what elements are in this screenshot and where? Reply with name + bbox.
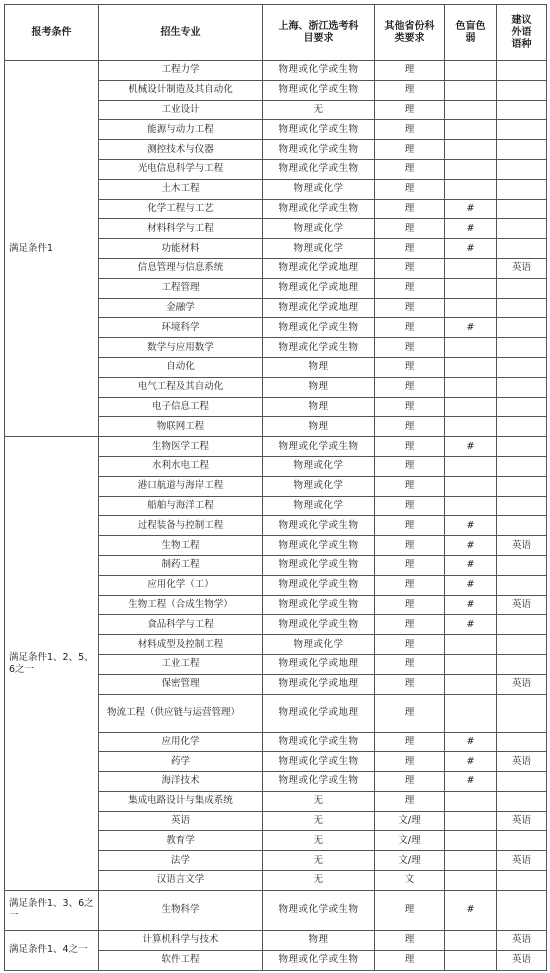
subject-requirement-cell: 物理或化学或生物 (263, 437, 375, 457)
category-cell: 理 (375, 258, 445, 278)
category-cell: 理 (375, 654, 445, 674)
major-cell: 应用化学 (99, 732, 263, 752)
category-cell: 理 (375, 732, 445, 752)
major-cell: 材料成型及控制工程 (99, 635, 263, 655)
colorblind-mark-cell (445, 298, 497, 318)
language-cell (497, 871, 547, 891)
colorblind-mark-cell (445, 258, 497, 278)
major-cell: 食品科学与工程 (99, 615, 263, 635)
category-cell: 理 (375, 278, 445, 298)
colorblind-mark-cell (445, 654, 497, 674)
colorblind-mark-cell (445, 456, 497, 476)
category-cell: 理 (375, 239, 445, 259)
major-cell: 测控技术与仪器 (99, 140, 263, 160)
language-cell (497, 239, 547, 259)
colorblind-mark-cell (445, 635, 497, 655)
category-cell: 理 (375, 772, 445, 792)
language-cell: 英语 (497, 674, 547, 694)
category-cell: 理 (375, 377, 445, 397)
language-cell (497, 357, 547, 377)
colorblind-mark-cell: # (445, 219, 497, 239)
subject-requirement-cell: 物理或化学或生物 (263, 80, 375, 100)
colorblind-mark-cell (445, 120, 497, 140)
major-cell: 工程力学 (99, 61, 263, 81)
header-language: 建议外语语种 (497, 5, 547, 61)
colorblind-mark-cell (445, 831, 497, 851)
language-cell (497, 278, 547, 298)
colorblind-mark-cell (445, 851, 497, 871)
category-cell: 理 (375, 298, 445, 318)
language-cell (497, 80, 547, 100)
subject-requirement-cell: 物理或化学或地理 (263, 298, 375, 318)
subject-requirement-cell: 物理或化学或生物 (263, 950, 375, 970)
major-cell: 生物医学工程 (99, 437, 263, 457)
table-row (5, 437, 547, 457)
language-cell (497, 159, 547, 179)
major-cell: 物联网工程 (99, 417, 263, 437)
subject-requirement-cell: 物理或化学或生物 (263, 61, 375, 81)
major-cell: 机械设计制造及其自动化 (99, 80, 263, 100)
language-cell (497, 377, 547, 397)
category-cell: 理 (375, 791, 445, 811)
language-cell (497, 417, 547, 437)
major-cell: 港口航道与海岸工程 (99, 476, 263, 496)
language-cell (497, 338, 547, 358)
major-cell: 软件工程 (99, 950, 263, 970)
colorblind-mark-cell (445, 871, 497, 891)
language-cell (497, 694, 547, 732)
colorblind-mark-cell (445, 179, 497, 199)
colorblind-mark-cell (445, 476, 497, 496)
subject-requirement-cell: 物理或化学或生物 (263, 338, 375, 358)
language-cell (497, 516, 547, 536)
subject-requirement-cell: 无 (263, 851, 375, 871)
colorblind-mark-cell (445, 674, 497, 694)
language-cell: 英语 (497, 258, 547, 278)
major-cell: 工业工程 (99, 654, 263, 674)
condition-cell: 满足条件1、4之一 (5, 930, 99, 970)
major-cell: 生物工程（合成生物学） (99, 595, 263, 615)
subject-requirement-cell: 物理或化学或生物 (263, 555, 375, 575)
colorblind-mark-cell (445, 338, 497, 358)
colorblind-mark-cell (445, 377, 497, 397)
header-subjects: 上海、浙江选考科目要求 (263, 5, 375, 61)
language-cell (497, 635, 547, 655)
major-cell: 生物工程 (99, 536, 263, 556)
major-cell: 自动化 (99, 357, 263, 377)
language-cell (497, 219, 547, 239)
language-cell (497, 831, 547, 851)
subject-requirement-cell: 物理或化学或地理 (263, 258, 375, 278)
major-cell: 英语 (99, 811, 263, 831)
subject-requirement-cell: 物理或化学或生物 (263, 536, 375, 556)
header-condition: 报考条件 (5, 5, 99, 61)
colorblind-mark-cell: # (445, 752, 497, 772)
subject-requirement-cell: 物理 (263, 357, 375, 377)
language-cell (497, 575, 547, 595)
major-cell: 环境科学 (99, 318, 263, 338)
category-cell: 理 (375, 930, 445, 950)
subject-requirement-cell: 物理或化学或生物 (263, 140, 375, 160)
subject-requirement-cell: 无 (263, 871, 375, 891)
category-cell: 理 (375, 120, 445, 140)
subject-requirement-cell: 物理或化学或地理 (263, 694, 375, 732)
category-cell: 理 (375, 752, 445, 772)
major-cell: 水利水电工程 (99, 456, 263, 476)
colorblind-mark-cell (445, 357, 497, 377)
table-row (5, 930, 547, 950)
admission-requirements-table (4, 4, 547, 971)
major-cell: 制药工程 (99, 555, 263, 575)
subject-requirement-cell: 物理或化学或生物 (263, 516, 375, 536)
language-cell (497, 298, 547, 318)
major-cell: 数学与应用数学 (99, 338, 263, 358)
subject-requirement-cell: 物理或化学或生物 (263, 120, 375, 140)
language-cell: 英语 (497, 752, 547, 772)
language-cell (497, 772, 547, 792)
category-cell: 理 (375, 950, 445, 970)
major-cell: 药学 (99, 752, 263, 772)
language-cell: 英语 (497, 930, 547, 950)
subject-requirement-cell: 物理或化学或地理 (263, 674, 375, 694)
category-cell: 文 (375, 871, 445, 891)
subject-requirement-cell: 物理 (263, 377, 375, 397)
colorblind-mark-cell (445, 417, 497, 437)
subject-requirement-cell: 物理 (263, 397, 375, 417)
table-body (5, 61, 547, 971)
subject-requirement-cell: 物理或化学 (263, 219, 375, 239)
colorblind-mark-cell: # (445, 615, 497, 635)
language-cell (497, 555, 547, 575)
category-cell: 理 (375, 318, 445, 338)
colorblind-mark-cell (445, 159, 497, 179)
subject-requirement-cell: 物理或化学 (263, 239, 375, 259)
colorblind-mark-cell: # (445, 555, 497, 575)
major-cell: 集成电路设计与集成系统 (99, 791, 263, 811)
header-colorblind: 色盲色弱 (445, 5, 497, 61)
category-cell: 理 (375, 615, 445, 635)
table-row (5, 61, 547, 81)
subject-requirement-cell: 物理 (263, 930, 375, 950)
language-cell (497, 437, 547, 457)
major-cell: 电子信息工程 (99, 397, 263, 417)
language-cell (497, 791, 547, 811)
language-cell (497, 140, 547, 160)
colorblind-mark-cell: # (445, 575, 497, 595)
category-cell: 理 (375, 555, 445, 575)
category-cell: 理 (375, 397, 445, 417)
category-cell: 理 (375, 338, 445, 358)
colorblind-mark-cell (445, 496, 497, 516)
colorblind-mark-cell: # (445, 536, 497, 556)
major-cell: 功能材料 (99, 239, 263, 259)
major-cell: 能源与动力工程 (99, 120, 263, 140)
language-cell (497, 732, 547, 752)
major-cell: 法学 (99, 851, 263, 871)
category-cell: 理 (375, 595, 445, 615)
colorblind-mark-cell (445, 811, 497, 831)
colorblind-mark-cell (445, 397, 497, 417)
colorblind-mark-cell (445, 694, 497, 732)
major-cell: 汉语言文学 (99, 871, 263, 891)
language-cell (497, 476, 547, 496)
subject-requirement-cell: 物理或化学 (263, 456, 375, 476)
category-cell: 理 (375, 476, 445, 496)
subject-requirement-cell: 物理或化学或生物 (263, 772, 375, 792)
major-cell: 光电信息科学与工程 (99, 159, 263, 179)
subject-requirement-cell: 物理或化学 (263, 179, 375, 199)
language-cell (497, 890, 547, 930)
subject-requirement-cell: 物理 (263, 417, 375, 437)
language-cell (497, 615, 547, 635)
category-cell: 理 (375, 437, 445, 457)
colorblind-mark-cell (445, 140, 497, 160)
colorblind-mark-cell (445, 950, 497, 970)
language-cell: 英语 (497, 851, 547, 871)
colorblind-mark-cell: # (445, 732, 497, 752)
colorblind-mark-cell: # (445, 890, 497, 930)
subject-requirement-cell: 物理或化学或生物 (263, 575, 375, 595)
subject-requirement-cell: 无 (263, 100, 375, 120)
major-cell: 物流工程（供应链与运营管理） (99, 694, 263, 732)
major-cell: 工程管理 (99, 278, 263, 298)
header-category: 其他省份科类要求 (375, 5, 445, 61)
category-cell: 理 (375, 575, 445, 595)
major-cell: 金融学 (99, 298, 263, 318)
category-cell: 理 (375, 635, 445, 655)
category-cell: 理 (375, 674, 445, 694)
category-cell: 文/理 (375, 851, 445, 871)
category-cell: 理 (375, 536, 445, 556)
colorblind-mark-cell: # (445, 772, 497, 792)
category-cell: 理 (375, 100, 445, 120)
language-cell: 英语 (497, 950, 547, 970)
category-cell: 理 (375, 140, 445, 160)
major-cell: 工业设计 (99, 100, 263, 120)
language-cell (497, 318, 547, 338)
category-cell: 理 (375, 890, 445, 930)
colorblind-mark-cell: # (445, 239, 497, 259)
major-cell: 过程装备与控制工程 (99, 516, 263, 536)
colorblind-mark-cell (445, 278, 497, 298)
language-cell (497, 199, 547, 219)
admission-requirements-sheet (4, 4, 546, 970)
condition-cell: 满足条件1 (5, 61, 99, 437)
header-row (5, 5, 547, 61)
colorblind-mark-cell (445, 80, 497, 100)
major-cell: 海洋技术 (99, 772, 263, 792)
subject-requirement-cell: 物理或化学或生物 (263, 159, 375, 179)
major-cell: 生物科学 (99, 890, 263, 930)
category-cell: 理 (375, 496, 445, 516)
category-cell: 文/理 (375, 831, 445, 851)
language-cell (497, 654, 547, 674)
category-cell: 理 (375, 80, 445, 100)
subject-requirement-cell: 物理或化学或生物 (263, 732, 375, 752)
major-cell: 保密管理 (99, 674, 263, 694)
major-cell: 电气工程及其自动化 (99, 377, 263, 397)
category-cell: 理 (375, 417, 445, 437)
subject-requirement-cell: 物理或化学 (263, 635, 375, 655)
subject-requirement-cell: 物理或化学 (263, 496, 375, 516)
category-cell: 理 (375, 199, 445, 219)
header-major: 招生专业 (99, 5, 263, 61)
colorblind-mark-cell (445, 61, 497, 81)
major-cell: 船舶与海洋工程 (99, 496, 263, 516)
major-cell: 应用化学（工） (99, 575, 263, 595)
language-cell (497, 397, 547, 417)
major-cell: 信息管理与信息系统 (99, 258, 263, 278)
subject-requirement-cell: 物理或化学或生物 (263, 890, 375, 930)
category-cell: 理 (375, 694, 445, 732)
condition-cell: 满足条件1、3、6之一 (5, 890, 99, 930)
colorblind-mark-cell: # (445, 318, 497, 338)
language-cell (497, 456, 547, 476)
colorblind-mark-cell: # (445, 516, 497, 536)
category-cell: 文/理 (375, 811, 445, 831)
colorblind-mark-cell (445, 100, 497, 120)
category-cell: 理 (375, 159, 445, 179)
major-cell: 土木工程 (99, 179, 263, 199)
table-row (5, 890, 547, 930)
category-cell: 理 (375, 456, 445, 476)
subject-requirement-cell: 物理或化学 (263, 476, 375, 496)
language-cell (497, 61, 547, 81)
language-cell (497, 496, 547, 516)
language-cell (497, 120, 547, 140)
major-cell: 材料科学与工程 (99, 219, 263, 239)
subject-requirement-cell: 无 (263, 791, 375, 811)
subject-requirement-cell: 无 (263, 811, 375, 831)
category-cell: 理 (375, 61, 445, 81)
major-cell: 化学工程与工艺 (99, 199, 263, 219)
colorblind-mark-cell (445, 930, 497, 950)
subject-requirement-cell: 物理或化学或生物 (263, 752, 375, 772)
subject-requirement-cell: 物理或化学或生物 (263, 318, 375, 338)
subject-requirement-cell: 物理或化学或生物 (263, 199, 375, 219)
colorblind-mark-cell (445, 791, 497, 811)
colorblind-mark-cell: # (445, 199, 497, 219)
subject-requirement-cell: 无 (263, 831, 375, 851)
category-cell: 理 (375, 179, 445, 199)
language-cell: 英语 (497, 536, 547, 556)
condition-cell: 满足条件1、2、5、6之一 (5, 437, 99, 891)
category-cell: 理 (375, 357, 445, 377)
major-cell: 计算机科学与技术 (99, 930, 263, 950)
category-cell: 理 (375, 219, 445, 239)
colorblind-mark-cell: # (445, 595, 497, 615)
category-cell: 理 (375, 516, 445, 536)
language-cell (497, 100, 547, 120)
subject-requirement-cell: 物理或化学或地理 (263, 654, 375, 674)
major-cell: 教育学 (99, 831, 263, 851)
subject-requirement-cell: 物理或化学或地理 (263, 278, 375, 298)
subject-requirement-cell: 物理或化学或生物 (263, 615, 375, 635)
subject-requirement-cell: 物理或化学或生物 (263, 595, 375, 615)
language-cell: 英语 (497, 595, 547, 615)
language-cell: 英语 (497, 811, 547, 831)
language-cell (497, 179, 547, 199)
colorblind-mark-cell: # (445, 437, 497, 457)
